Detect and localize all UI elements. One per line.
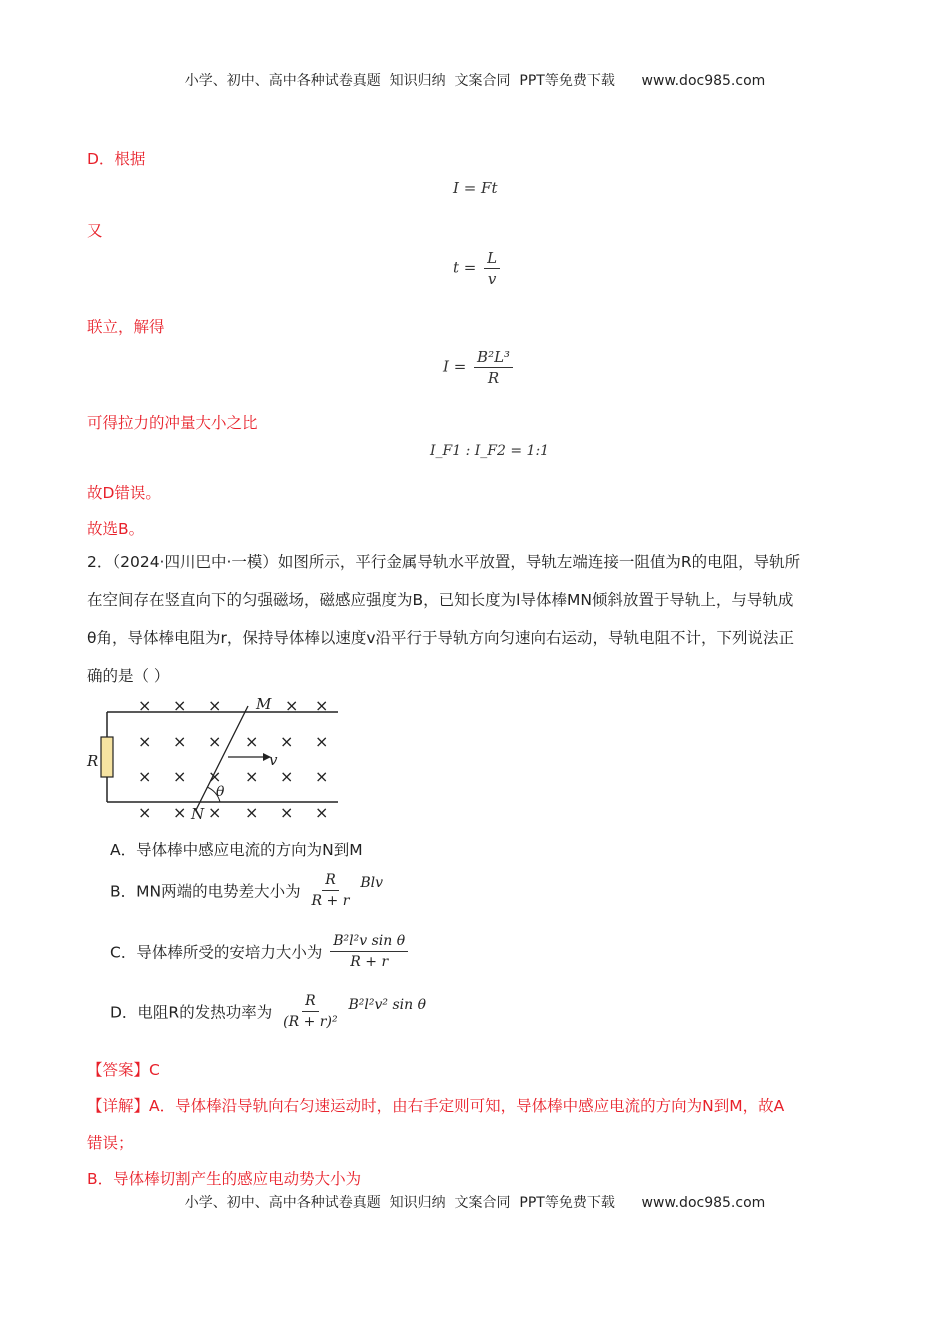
equation-impulse: I = Ft — [453, 179, 498, 197]
eq3-fraction — [474, 349, 513, 386]
field-cross: × — [280, 767, 294, 786]
field-cross: × — [208, 803, 222, 822]
field-cross: × — [138, 696, 152, 715]
equation-impulse-result — [443, 349, 516, 386]
answer-label: 【答案】C — [87, 1061, 160, 1079]
option-c-numerator: B²l²v sin θ — [330, 933, 408, 952]
option-d-fraction — [280, 993, 340, 1030]
option-b-suffix: Blv — [360, 874, 384, 891]
option-d-heading: D．根据 — [87, 150, 146, 168]
option-c-denominator: R + r — [350, 954, 389, 970]
text-impulse-ratio: 可得拉力的冲量大小之比 — [87, 414, 258, 432]
angle-label: θ — [216, 784, 225, 800]
option-d-prefix: D．电阻R的发热功率为 — [110, 1003, 273, 1022]
circuit-figure — [85, 692, 345, 822]
resistor-label: R — [87, 752, 99, 770]
option-b-prefix: B．MN两端的电势差大小为 — [110, 882, 301, 901]
option-b-fraction — [309, 872, 353, 909]
option-c-prefix: C．导体棒所受的安培力大小为 — [110, 943, 323, 962]
option-d-numerator: R — [302, 993, 319, 1012]
text-you: 又 — [87, 222, 103, 240]
velocity-label: v — [269, 751, 278, 769]
option-b-denominator: R + r — [311, 893, 350, 909]
page-footer: 小学、初中、高中各种试卷真题 知识归纳 文案合同 PPT等免费下载 www.doc985.com — [184, 1195, 766, 1211]
magnetic-field-crosses — [138, 696, 328, 822]
page-header: 小学、初中、高中各种试卷真题 知识归纳 文案合同 PPT等免费下载 www.doc985.com — [184, 73, 766, 89]
rod-label-n: N — [191, 805, 205, 822]
equation-ratio: I_F1 : I_F2 = 1:1 — [430, 443, 550, 459]
eq2-denominator: v — [487, 270, 497, 288]
field-cross: × — [138, 803, 152, 822]
field-cross: × — [173, 803, 187, 822]
field-cross: × — [315, 696, 329, 715]
field-cross: × — [138, 767, 152, 786]
field-cross: × — [285, 696, 299, 715]
option-c — [110, 933, 411, 970]
question-line-2: 在空间存在竖直向下的匀强磁场，磁感应强度为B，已知长度为l导体棒MN倾斜放置于导轨上，与导轨成 — [87, 591, 794, 609]
eq2-fraction — [484, 250, 500, 287]
question-2-stem — [87, 543, 877, 695]
text-d-wrong: 故D错误。 — [87, 484, 161, 502]
question-line-4: 确的是（ ） — [87, 667, 170, 685]
field-cross: × — [173, 767, 187, 786]
option-a: A．导体棒中感应电流的方向为N到M — [110, 841, 363, 859]
field-cross: × — [245, 767, 259, 786]
option-b-numerator: R — [322, 872, 339, 891]
question-line-3: θ角，导体棒电阻为r，保持导体棒以速度v沿平行于导轨方向匀速向右运动，导轨电阻不计，下列说法正 — [87, 629, 795, 647]
question-line-1: 2．（2024·四川巴中·一模）如图所示，平行金属导轨水平放置，导轨左端连接一阻值为R的电阻，导轨所 — [87, 553, 801, 571]
field-cross: × — [280, 732, 294, 751]
field-cross: × — [315, 803, 329, 822]
text-combine: 联立，解得 — [87, 318, 165, 336]
option-c-fraction — [330, 933, 408, 970]
field-cross: × — [208, 767, 222, 786]
field-cross: × — [173, 732, 187, 751]
option-b — [110, 872, 383, 909]
option-d-suffix: B²l²v² sin θ — [348, 996, 427, 1013]
field-cross: × — [280, 803, 294, 822]
field-cross: × — [208, 732, 222, 751]
field-cross: × — [245, 732, 259, 751]
field-cross: × — [245, 803, 259, 822]
detail-line-2: 错误； — [87, 1134, 134, 1152]
detail-line-1: 【详解】A．导体棒沿导轨向右匀速运动时，由右手定则可知，导体棒中感应电流的方向为N到M，故A — [87, 1097, 785, 1115]
eq3-numerator: B²L³ — [474, 349, 513, 368]
field-cross: × — [138, 732, 152, 751]
eq3-left: I = — [443, 357, 467, 376]
resistor-symbol — [101, 737, 113, 777]
eq2-left: t = — [453, 258, 477, 277]
rod-label-m: M — [256, 695, 272, 713]
eq2-numerator: L — [484, 250, 500, 269]
field-cross: × — [315, 732, 329, 751]
equation-time — [453, 250, 503, 287]
eq3-denominator: R — [487, 369, 500, 387]
option-d-denominator: (R + r)² — [283, 1014, 338, 1030]
detail-b: B．导体棒切割产生的感应电动势大小为 — [87, 1170, 362, 1188]
text-choose-b: 故选B。 — [87, 520, 145, 538]
field-cross: × — [315, 767, 329, 786]
field-cross: × — [208, 696, 222, 715]
option-d — [110, 993, 426, 1030]
field-cross: × — [173, 696, 187, 715]
